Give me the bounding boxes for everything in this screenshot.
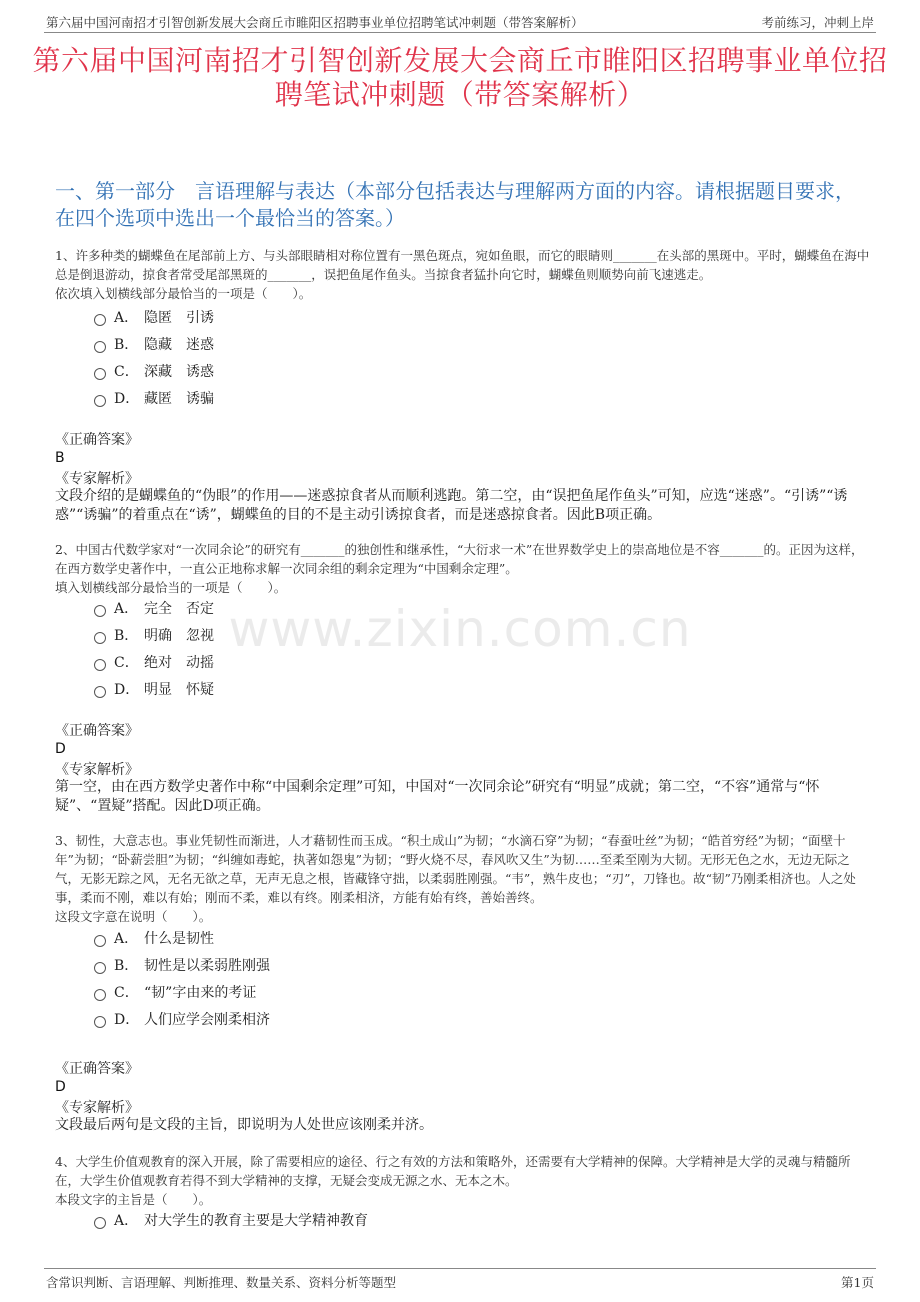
header-slogan: 考前练习，冲刺上岸 [761,15,874,30]
analysis-text: 第一空，由在西方数学史著作中称“中国剩余定理”可知，中国对“一次同余论”研究有“明显”成就；第二空，“不容”通常与“怀疑”、“置疑”搭配。因此D项正确。 [55,779,820,814]
radio-button[interactable] [94,368,106,380]
option-d[interactable] [94,389,214,409]
question-3-stem [55,831,870,926]
analysis-label: 《专家解析》 [55,1100,139,1116]
page-header [44,10,876,33]
radio-button[interactable] [94,1016,106,1028]
option-text: 隐藏 迷惑 [144,337,214,353]
radio-button[interactable] [94,314,106,326]
question-stem: 3、韧性，大意志也。事业凭韧性而渐进，人才藉韧性而玉成。“积土成山”为韧；“水滴石穿”为韧；“春蚕吐丝”为韧；“皓首穷经”为韧；“面壁十年”为韧；“卧薪尝胆”为韧；“纠缠如毒蛇，执著如怨鬼”为韧；“野火烧不尽，春风吹又生”为韧……至柔至刚为大韧。无形无色之水，无边无际之气，无影无踪之风，无名无欲之草，无声无息之根，皆藏锋守拙，以柔弱胜刚强。“韦”，熟牛皮也；“刃”，刀锋也。故“韧”乃刚柔相济也。人之处事，柔而不刚，难以有始；刚而不柔，难以有终。刚柔相济，方能有始有终，善始善终。 [55,833,856,905]
question-stem: 4、大学生价值观教育的深入开展，除了需要相应的途径、行之有效的方法和策略外，还需要有大学精神的保障。大学精神是大学的灵魂与精髓所在，大学生价值观教育若得不到大学精神的支撑，无疑会变成无源之水、无本之木。 [55,1154,851,1188]
answer-label: 《正确答案》 [55,1061,139,1077]
question-prompt: 依次填入划横线部分最恰当的一项是（ ）。 [55,286,312,301]
option-letter: C． [114,655,139,671]
analysis-text: 文段最后两句是文段的主旨，即说明为人处世应该刚柔并济。 [55,1117,433,1133]
option-a[interactable] [94,308,214,328]
option-letter: D． [114,1012,140,1028]
option-c[interactable] [94,362,214,382]
page-number: 第1页 [841,1275,874,1290]
option-text: 深藏 诱惑 [144,364,214,380]
option-letter: A． [114,931,139,947]
option-text: 藏匿 诱骗 [144,391,214,407]
radio-button[interactable] [94,1217,106,1229]
answer-label: 《正确答案》 [55,432,139,448]
option-d[interactable] [94,1010,270,1030]
option-text: 对大学生的教育主要是大学精神教育 [144,1213,368,1229]
option-letter: A． [114,1213,139,1229]
analysis-text: 文段介绍的是蝴蝶鱼的“伪眼”的作用——迷惑掠食者从而顺利逃跑。第二空，由“误把鱼尾作鱼头”可知，应选“迷惑”。“引诱”“诱惑”“诱骗”的着重点在“诱”，蝴蝶鱼的目的不是主动引诱掠食者，而是迷惑掠食者。因此B项正确。 [55,488,848,523]
analysis-label: 《专家解析》 [55,762,139,778]
question-1-stem [55,246,870,303]
option-text: 完全 否定 [144,601,214,617]
question-stem: 2、中国古代数学家对“一次同余论”的研究有_______的独创性和继承性，“大衍求一术”在世界数学史上的崇高地位是不容_______的。正因为这样，在西方数学史著作中，一直公正地称求解一次同余组的剩余定理为“中国剩余定理”。 [55,542,864,576]
option-letter: C． [114,364,139,380]
radio-button[interactable] [94,935,106,947]
radio-button[interactable] [94,686,106,698]
question-prompt: 这段文字意在说明（ ）。 [55,909,212,924]
watermark: www.zixin.com.cn [228,600,692,658]
option-letter: A． [114,310,139,326]
document-title: 第六届中国河南招才引智创新发展大会商丘市睢阳区招聘事业单位招聘笔试冲刺题（带答案解析） [32,44,888,111]
option-letter: D． [114,391,140,407]
analysis-label: 《专家解析》 [55,471,139,487]
option-a[interactable] [94,1211,368,1231]
option-letter: B． [114,628,139,644]
question-prompt: 填入划横线部分最恰当的一项是（ ）。 [55,580,287,595]
option-letter: B． [114,337,139,353]
option-text: 什么是韧性 [144,931,214,947]
section-title: 一、第一部分 言语理解与表达（本部分包括表达与理解两方面的内容。请根据题目要求，在四个选项中选出一个最恰当的答案。） [55,179,855,230]
option-text: 绝对 动摇 [144,655,214,671]
option-text: 韧性是以柔弱胜刚强 [144,958,270,974]
radio-button[interactable] [94,962,106,974]
question-2-stem [55,540,870,597]
option-a[interactable] [94,929,214,949]
radio-button[interactable] [94,659,106,671]
question-stem: 1、许多种类的蝴蝶鱼在尾部前上方、与头部眼睛相对称位置有一黑色斑点，宛如鱼眼，而它的眼睛则_______在头部的黑斑中。平时，蝴蝶鱼在海中总是倒退游动，掠食者常受尾部黑斑的_______，误把鱼尾作鱼头。当掠食者猛扑向它时，蝴蝶鱼则顺势向前飞速逃走。 [55,248,870,282]
option-letter: B． [114,958,139,974]
option-letter: C． [114,985,139,1001]
radio-button[interactable] [94,395,106,407]
option-c[interactable] [94,983,256,1003]
option-text: “韧”字由来的考证 [144,985,257,1001]
correct-answer: D [55,1079,66,1095]
option-letter: D． [114,682,140,698]
option-letter: A． [114,601,139,617]
option-text: 明显 怀疑 [144,682,214,698]
footer-topics: 含常识判断、言语理解、判断推理、数量关系、资料分析等题型 [46,1275,397,1290]
question-prompt: 本段文字的主旨是（ ）。 [55,1192,212,1207]
page-footer [44,1268,876,1291]
header-doc-title: 第六届中国河南招才引智创新发展大会商丘市睢阳区招聘事业单位招聘笔试冲刺题（带答案解析） [46,15,584,30]
option-text: 隐匿 引诱 [144,310,214,326]
option-d[interactable] [94,680,214,700]
option-b[interactable] [94,956,270,976]
radio-button[interactable] [94,989,106,1001]
question-4-stem [55,1152,870,1209]
option-text: 明确 忽视 [144,628,214,644]
correct-answer: D [55,741,66,757]
option-b[interactable] [94,335,214,355]
answer-label: 《正确答案》 [55,723,139,739]
option-text: 人们应学会刚柔相济 [144,1012,270,1028]
correct-answer: B [55,450,65,466]
radio-button[interactable] [94,341,106,353]
